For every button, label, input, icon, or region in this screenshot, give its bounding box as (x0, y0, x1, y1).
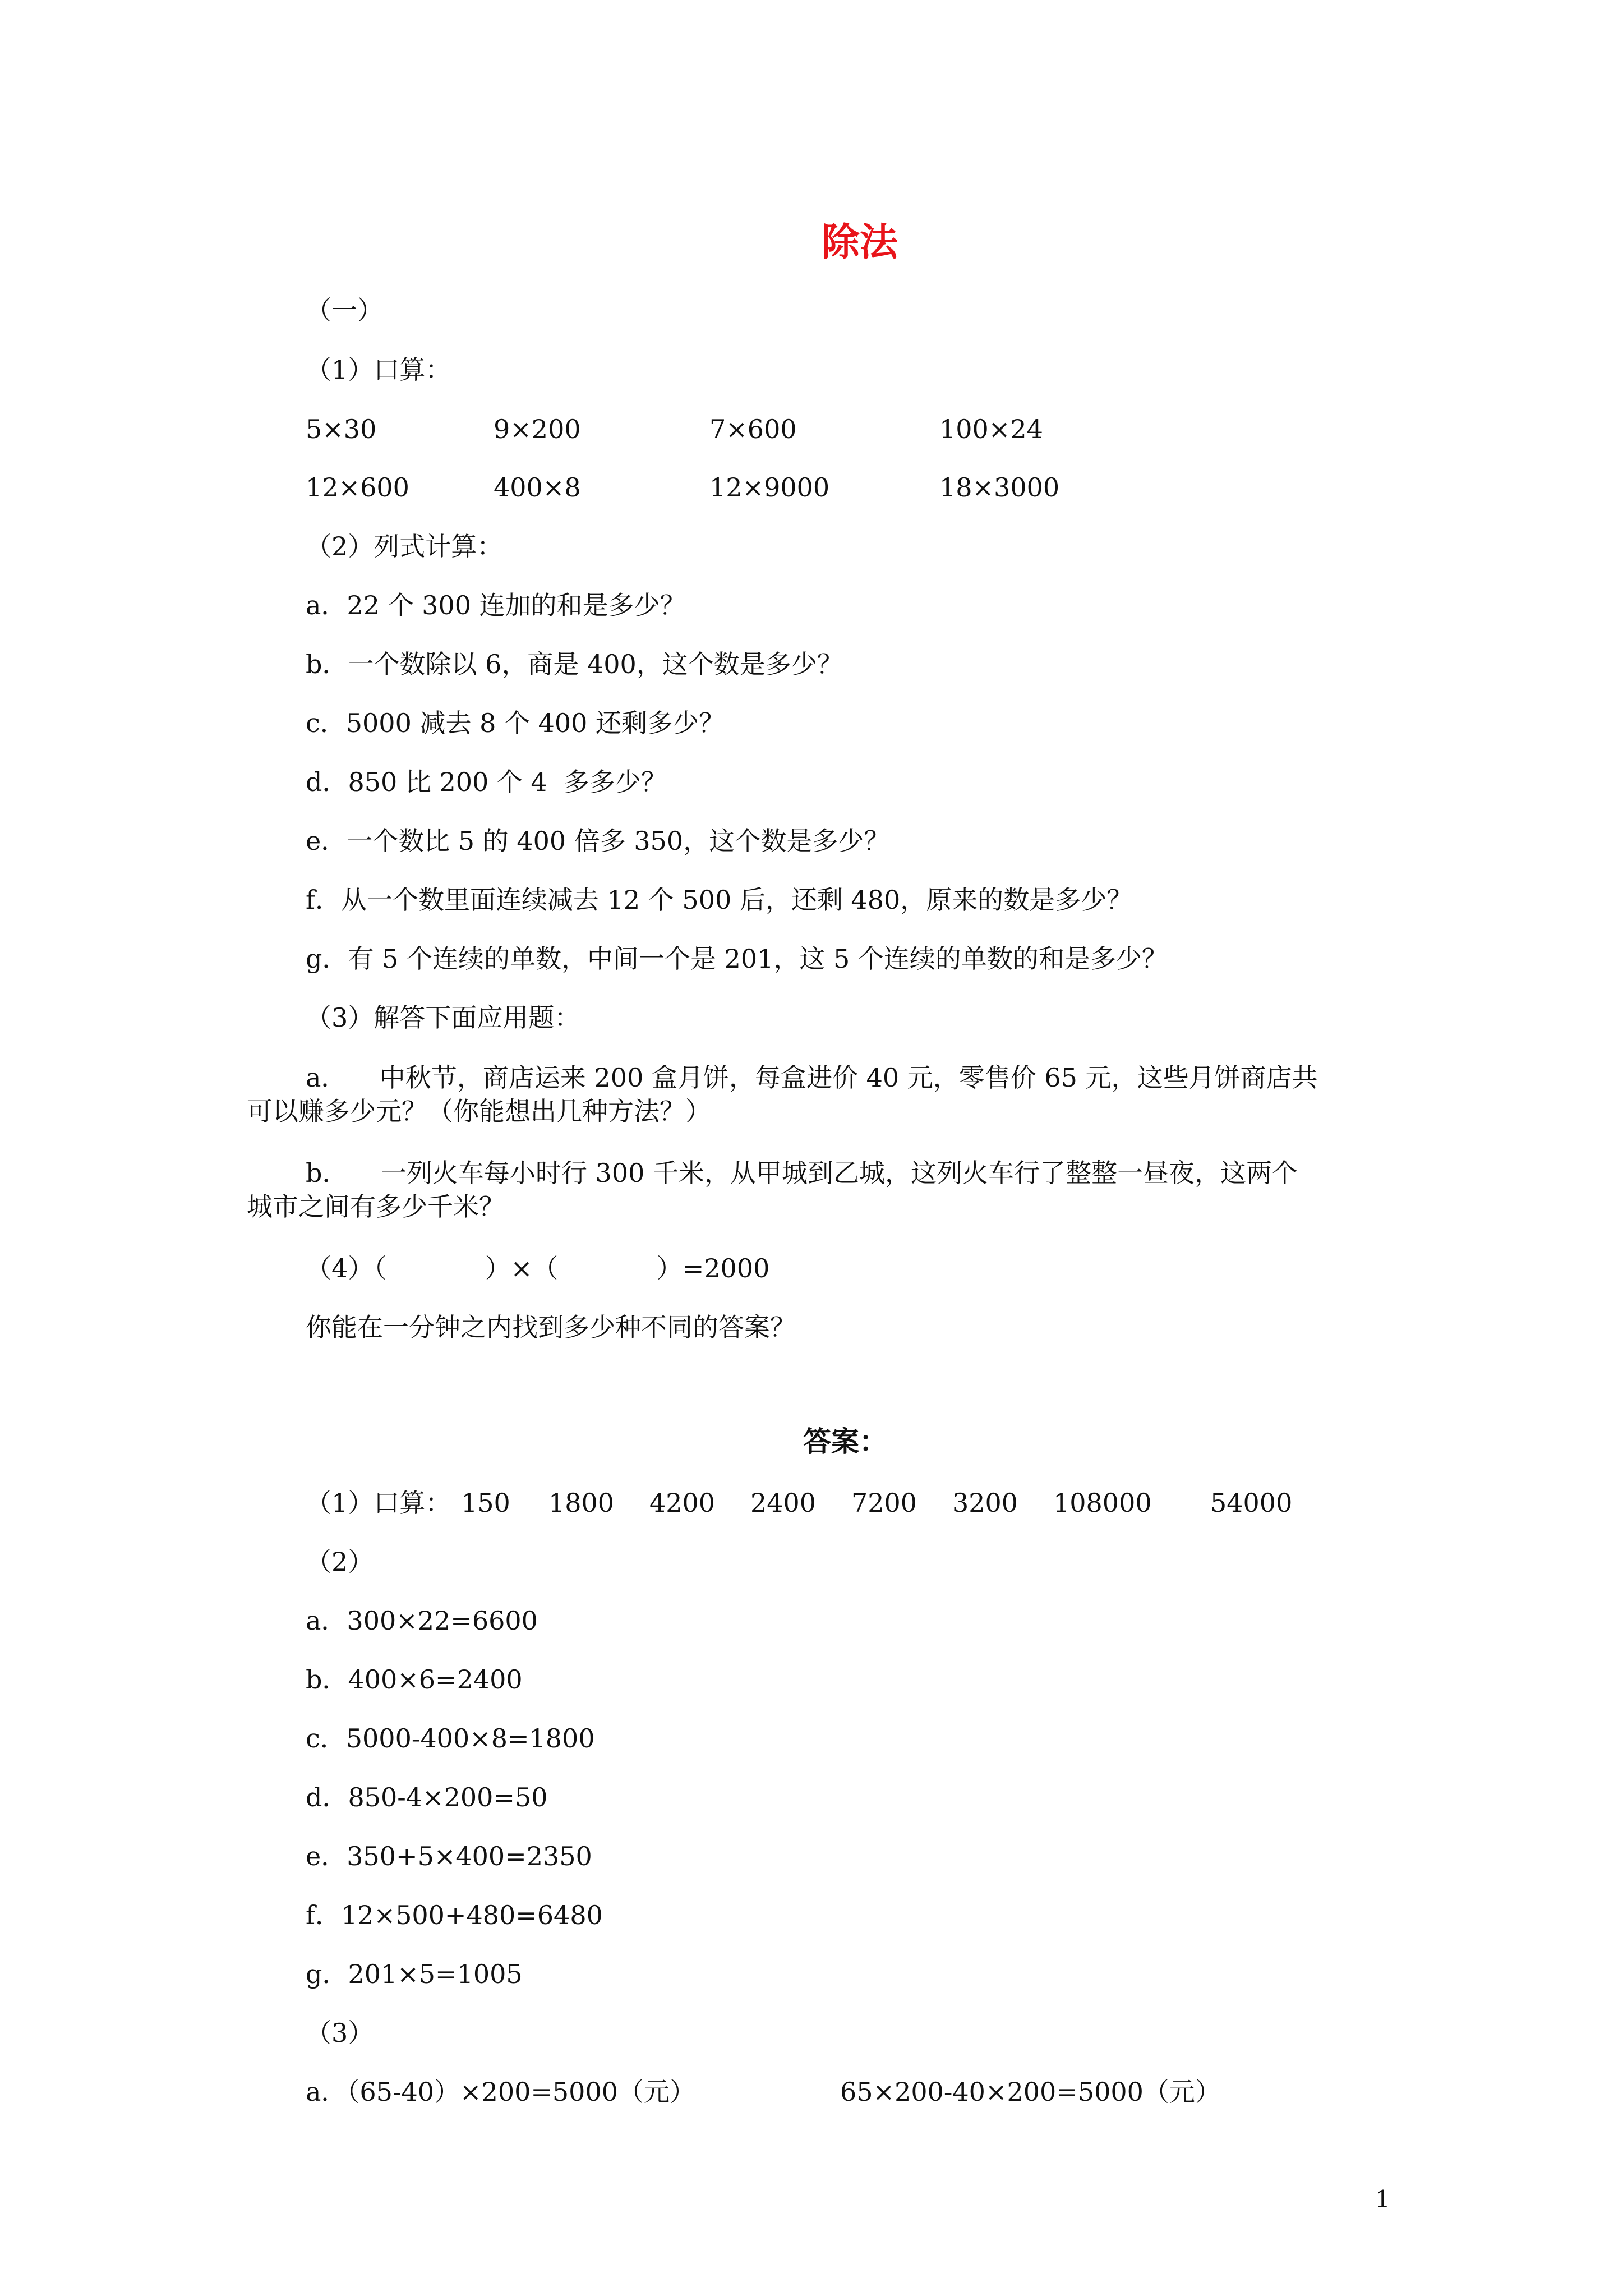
answer2-item: b．400×6=2400 (306, 1664, 523, 1695)
answer2-item: d．850-4×200=50 (306, 1782, 548, 1812)
answer1-value: 3200 (952, 1488, 1018, 1518)
calc-question: a．22 个 300 连加的和是多少？ (306, 590, 686, 620)
part1-heading: （1）口算： (306, 355, 451, 385)
calc-question: d．850 比 200 个 4 多多少？ (306, 767, 667, 797)
answer1-value: 2400 (750, 1488, 817, 1518)
oral-calc-item: 12×9000 (709, 472, 830, 503)
answer3-label: （3） (306, 2018, 374, 2048)
answer2-item: g．201×5=1005 (306, 1959, 523, 1989)
answer1-value: 7200 (851, 1488, 917, 1518)
answer2-item: c．5000-400×8=1800 (306, 1723, 595, 1754)
answer1-value: 108000 (1053, 1488, 1152, 1518)
page-number: 1 (1375, 2185, 1390, 2213)
section-label: （一） (306, 295, 383, 325)
oral-calc-item: 5×30 (306, 414, 377, 444)
part3-heading: （3）解答下面应用题： (306, 1002, 580, 1033)
word-problem-b-cont: 城市之间有多少千米？ (247, 1191, 505, 1222)
calc-question: e．一个数比 5 的 400 倍多 350，这个数是多少？ (306, 826, 890, 856)
oral-calc-item: 12×600 (306, 472, 409, 503)
part4-question: 你能在一分钟之内找到多少种不同的答案？ (306, 1312, 796, 1342)
word-problem-b: b． 一列火车每小时行 300 千米，从甲城到乙城，这列火车行了整整一昼夜，这两个 (306, 1158, 1298, 1188)
part4-equation: （4）（ ）×（ ）=2000 (306, 1253, 770, 1283)
part2-heading: （2）列式计算： (306, 531, 503, 562)
answer1-value: 150 (461, 1488, 510, 1518)
oral-calc-item: 100×24 (939, 414, 1043, 444)
word-problem-a: a． 中秋节，商店运来 200 盒月饼，每盒进价 40 元，零售价 65 元，这些月饼商店共 (306, 1062, 1318, 1093)
page-title: 除法 (822, 220, 898, 265)
oral-calc-item: 7×600 (709, 414, 797, 444)
answer2-item: a．300×22=6600 (306, 1605, 538, 1636)
answer3-method2: 65×200-40×200=5000（元） (840, 2077, 1221, 2107)
calc-question: c．5000 减去 8 个 400 还剩多少？ (306, 708, 725, 738)
calc-question: f．从一个数里面连续减去 12 个 500 后，还剩 480，原来的数是多少？ (306, 885, 1133, 915)
answer1-value: 54000 (1210, 1488, 1293, 1518)
calc-question: g．有 5 个连续的单数，中间一个是 201，这 5 个连续的单数的和是多少？ (306, 944, 1168, 974)
oral-calc-item: 400×8 (494, 472, 581, 503)
answer2-item: f．12×500+480=6480 (306, 1900, 603, 1930)
answer1-label: （1）口算： (306, 1488, 451, 1518)
answer1-value: 4200 (649, 1488, 716, 1518)
word-problem-a-cont: 可以赚多少元？（你能想出几种方法？） (247, 1096, 711, 1126)
answer2-label: （2） (306, 1547, 374, 1577)
oral-calc-item: 18×3000 (939, 472, 1060, 503)
answer3-method1: a．（65-40）×200=5000（元） (306, 2077, 695, 2107)
calc-question: b．一个数除以 6，商是 400，这个数是多少？ (306, 649, 843, 679)
answer2-item: e．350+5×400=2350 (306, 1841, 592, 1871)
oral-calc-item: 9×200 (494, 414, 581, 444)
answers-heading: 答案： (803, 1425, 887, 1458)
answer1-value: 1800 (548, 1488, 615, 1518)
